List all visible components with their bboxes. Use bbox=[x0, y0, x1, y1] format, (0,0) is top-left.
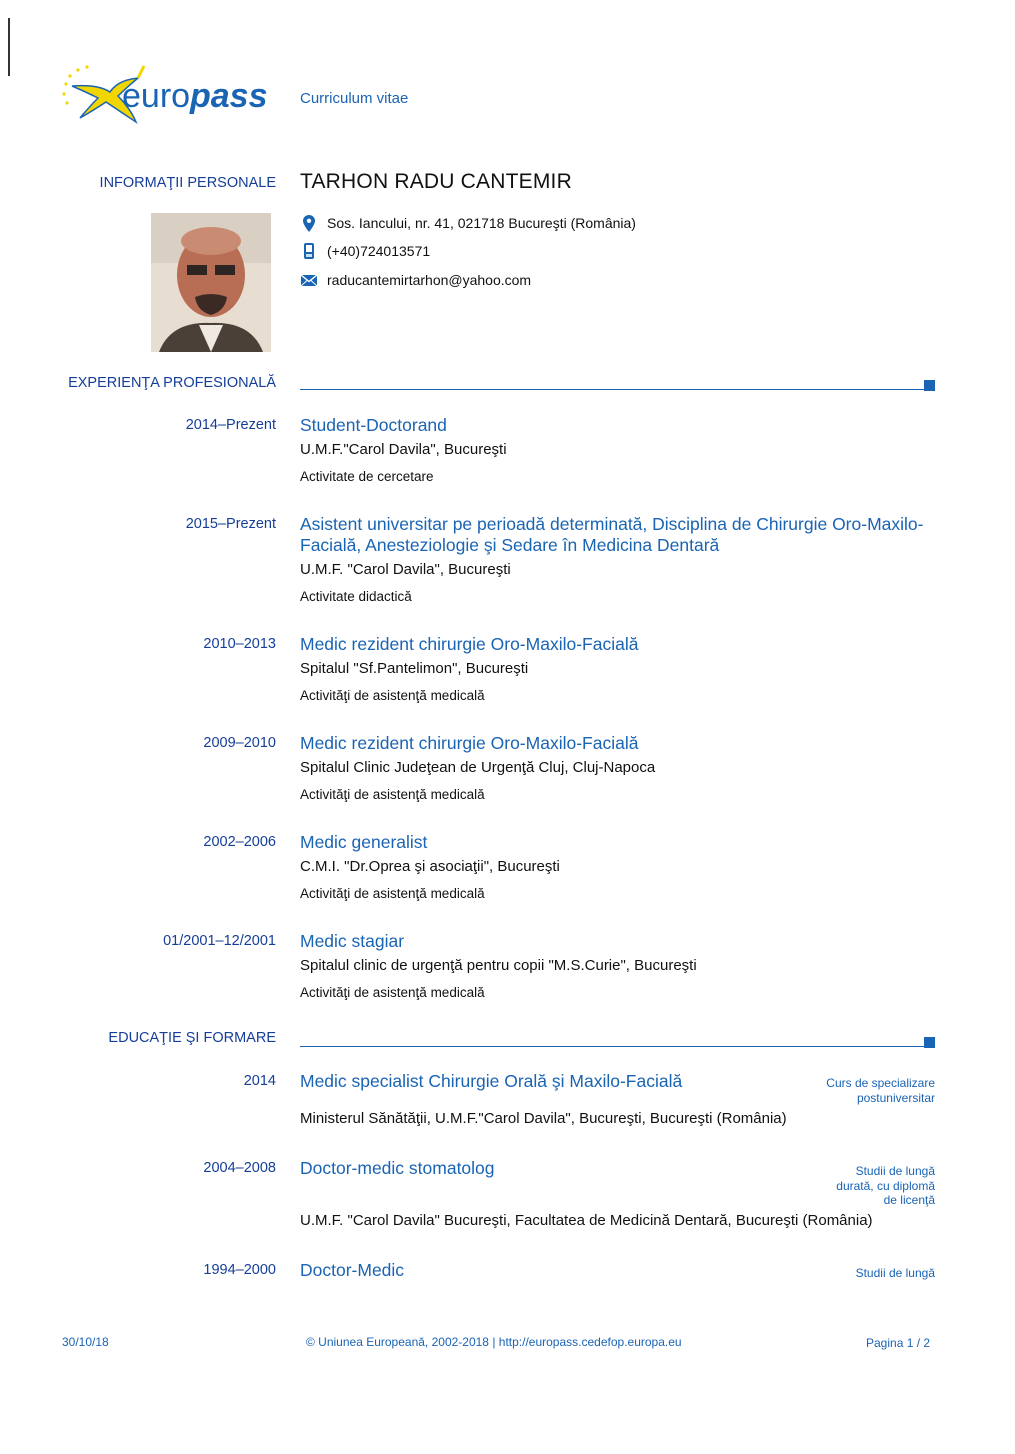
experience-employer: U.M.F."Carol Davila", Bucureşti bbox=[300, 441, 507, 458]
location-pin-icon bbox=[300, 214, 318, 232]
qualification-line: Studii de lungă bbox=[855, 1266, 935, 1280]
experience-employer: U.M.F. "Carol Davila", Bucureşti bbox=[300, 561, 511, 578]
education-divider bbox=[300, 1046, 935, 1047]
experience-divider bbox=[300, 389, 935, 390]
experience-activity: Activităţi de asistenţă medicală bbox=[300, 787, 485, 802]
experience-date: 01/2001–12/2001 bbox=[163, 933, 276, 949]
experience-role: Medic generalist bbox=[300, 832, 428, 852]
education-qualification-level bbox=[765, 1076, 935, 1105]
europass-logo bbox=[58, 62, 278, 126]
education-institution: Ministerul Sănătăţii, U.M.F."Carol Davila", Bucureşti, Bucureşti (România) bbox=[300, 1110, 787, 1127]
envelope-icon bbox=[300, 271, 318, 289]
footer-date: 30/10/18 bbox=[62, 1335, 109, 1349]
qualification-line: de licenţă bbox=[883, 1193, 935, 1207]
mobile-phone-icon bbox=[300, 242, 318, 260]
contact-phone bbox=[300, 242, 430, 260]
experience-date: 2014–Prezent bbox=[185, 417, 276, 433]
scan-margin-mark bbox=[8, 18, 10, 76]
experience-section-label: EXPERIENŢA PROFESIONALĂ bbox=[68, 375, 276, 391]
experience-role: Medic stagiar bbox=[300, 931, 405, 951]
education-title: Medic specialist Chirurgie Orală şi Maxilo-Facială bbox=[300, 1071, 683, 1091]
experience-date: 2010–2013 bbox=[203, 636, 276, 652]
education-qualification-level bbox=[765, 1164, 935, 1208]
experience-activity: Activităţi de asistenţă medicală bbox=[300, 985, 485, 1000]
experience-date: 2015–Prezent bbox=[185, 516, 276, 532]
education-date: 2014 bbox=[243, 1073, 276, 1089]
contact-address bbox=[300, 214, 636, 232]
education-date: 2004–2008 bbox=[203, 1160, 276, 1176]
logo-text-pass: pass bbox=[190, 77, 268, 115]
profile-photo bbox=[151, 213, 271, 352]
address-text: Sos. Iancului, nr. 41, 021718 Bucureşti (România) bbox=[327, 215, 636, 231]
experience-employer: Spitalul Clinic Judeţean de Urgenţă Cluj, Cluj-Napoca bbox=[300, 759, 656, 776]
education-section-label: EDUCAŢIE ŞI FORMARE bbox=[108, 1030, 276, 1046]
education-title: Doctor-Medic bbox=[300, 1260, 405, 1280]
qualification-line: Curs de specializare bbox=[826, 1076, 935, 1090]
experience-date: 2002–2006 bbox=[203, 834, 276, 850]
education-institution: U.M.F. "Carol Davila" Bucureşti, Facultatea de Medicină Dentară, Bucureşti (România) bbox=[300, 1212, 873, 1229]
qualification-line: Studii de lungă bbox=[855, 1164, 935, 1178]
experience-role: Medic rezident chirurgie Oro-Maxilo-Facială bbox=[300, 733, 639, 753]
qualification-line: durată, cu diplomă bbox=[836, 1178, 935, 1193]
experience-role: Asistent universitar pe perioadă determinată, Disciplina de Chirurgie Oro-Maxilo-Facială, Anesteziologie şi Sedare în Medicina Dentară bbox=[300, 514, 924, 555]
email-text[interactable]: raducantemirtarhon@yahoo.com bbox=[327, 272, 532, 288]
experience-employer: C.M.I. "Dr.Oprea şi asociaţii", Bucureşti bbox=[300, 858, 560, 875]
experience-activity: Activitate didactică bbox=[300, 589, 412, 604]
education-date: 1994–2000 bbox=[203, 1262, 276, 1278]
experience-date: 2009–2010 bbox=[203, 735, 276, 751]
education-title: Doctor-medic stomatolog bbox=[300, 1158, 495, 1178]
experience-role: Medic rezident chirurgie Oro-Maxilo-Facială bbox=[300, 634, 639, 654]
experience-activity: Activităţi de asistenţă medicală bbox=[300, 688, 485, 703]
experience-activity: Activitate de cercetare bbox=[300, 469, 434, 484]
experience-employer: Spitalul clinic de urgenţă pentru copii "M.S.Curie", Bucureşti bbox=[300, 957, 697, 974]
contact-email bbox=[300, 271, 531, 289]
experience-role: Student-Doctorand bbox=[300, 415, 447, 435]
candidate-name: TARHON RADU CANTEMIR bbox=[300, 170, 572, 193]
personal-info-label: INFORMAŢII PERSONALE bbox=[99, 175, 276, 191]
education-divider-marker bbox=[924, 1037, 935, 1048]
experience-activity: Activităţi de asistenţă medicală bbox=[300, 886, 485, 901]
phone-text: (+40)724013571 bbox=[327, 243, 431, 259]
document-type: Curriculum vitae bbox=[300, 90, 409, 107]
experience-employer: Spitalul "Sf.Pantelimon", Bucureşti bbox=[300, 660, 529, 677]
logo-text-euro: euro bbox=[122, 77, 191, 115]
education-qualification-level bbox=[765, 1266, 935, 1281]
qualification-line: postuniversitar bbox=[856, 1090, 935, 1105]
footer-page-number: Pagina 1 / 2 bbox=[866, 1336, 931, 1350]
footer-copyright[interactable]: © Uniunea Europeană, 2002-2018 | http://europass.cedefop.europa.eu bbox=[306, 1335, 682, 1349]
experience-divider-marker bbox=[924, 380, 935, 391]
